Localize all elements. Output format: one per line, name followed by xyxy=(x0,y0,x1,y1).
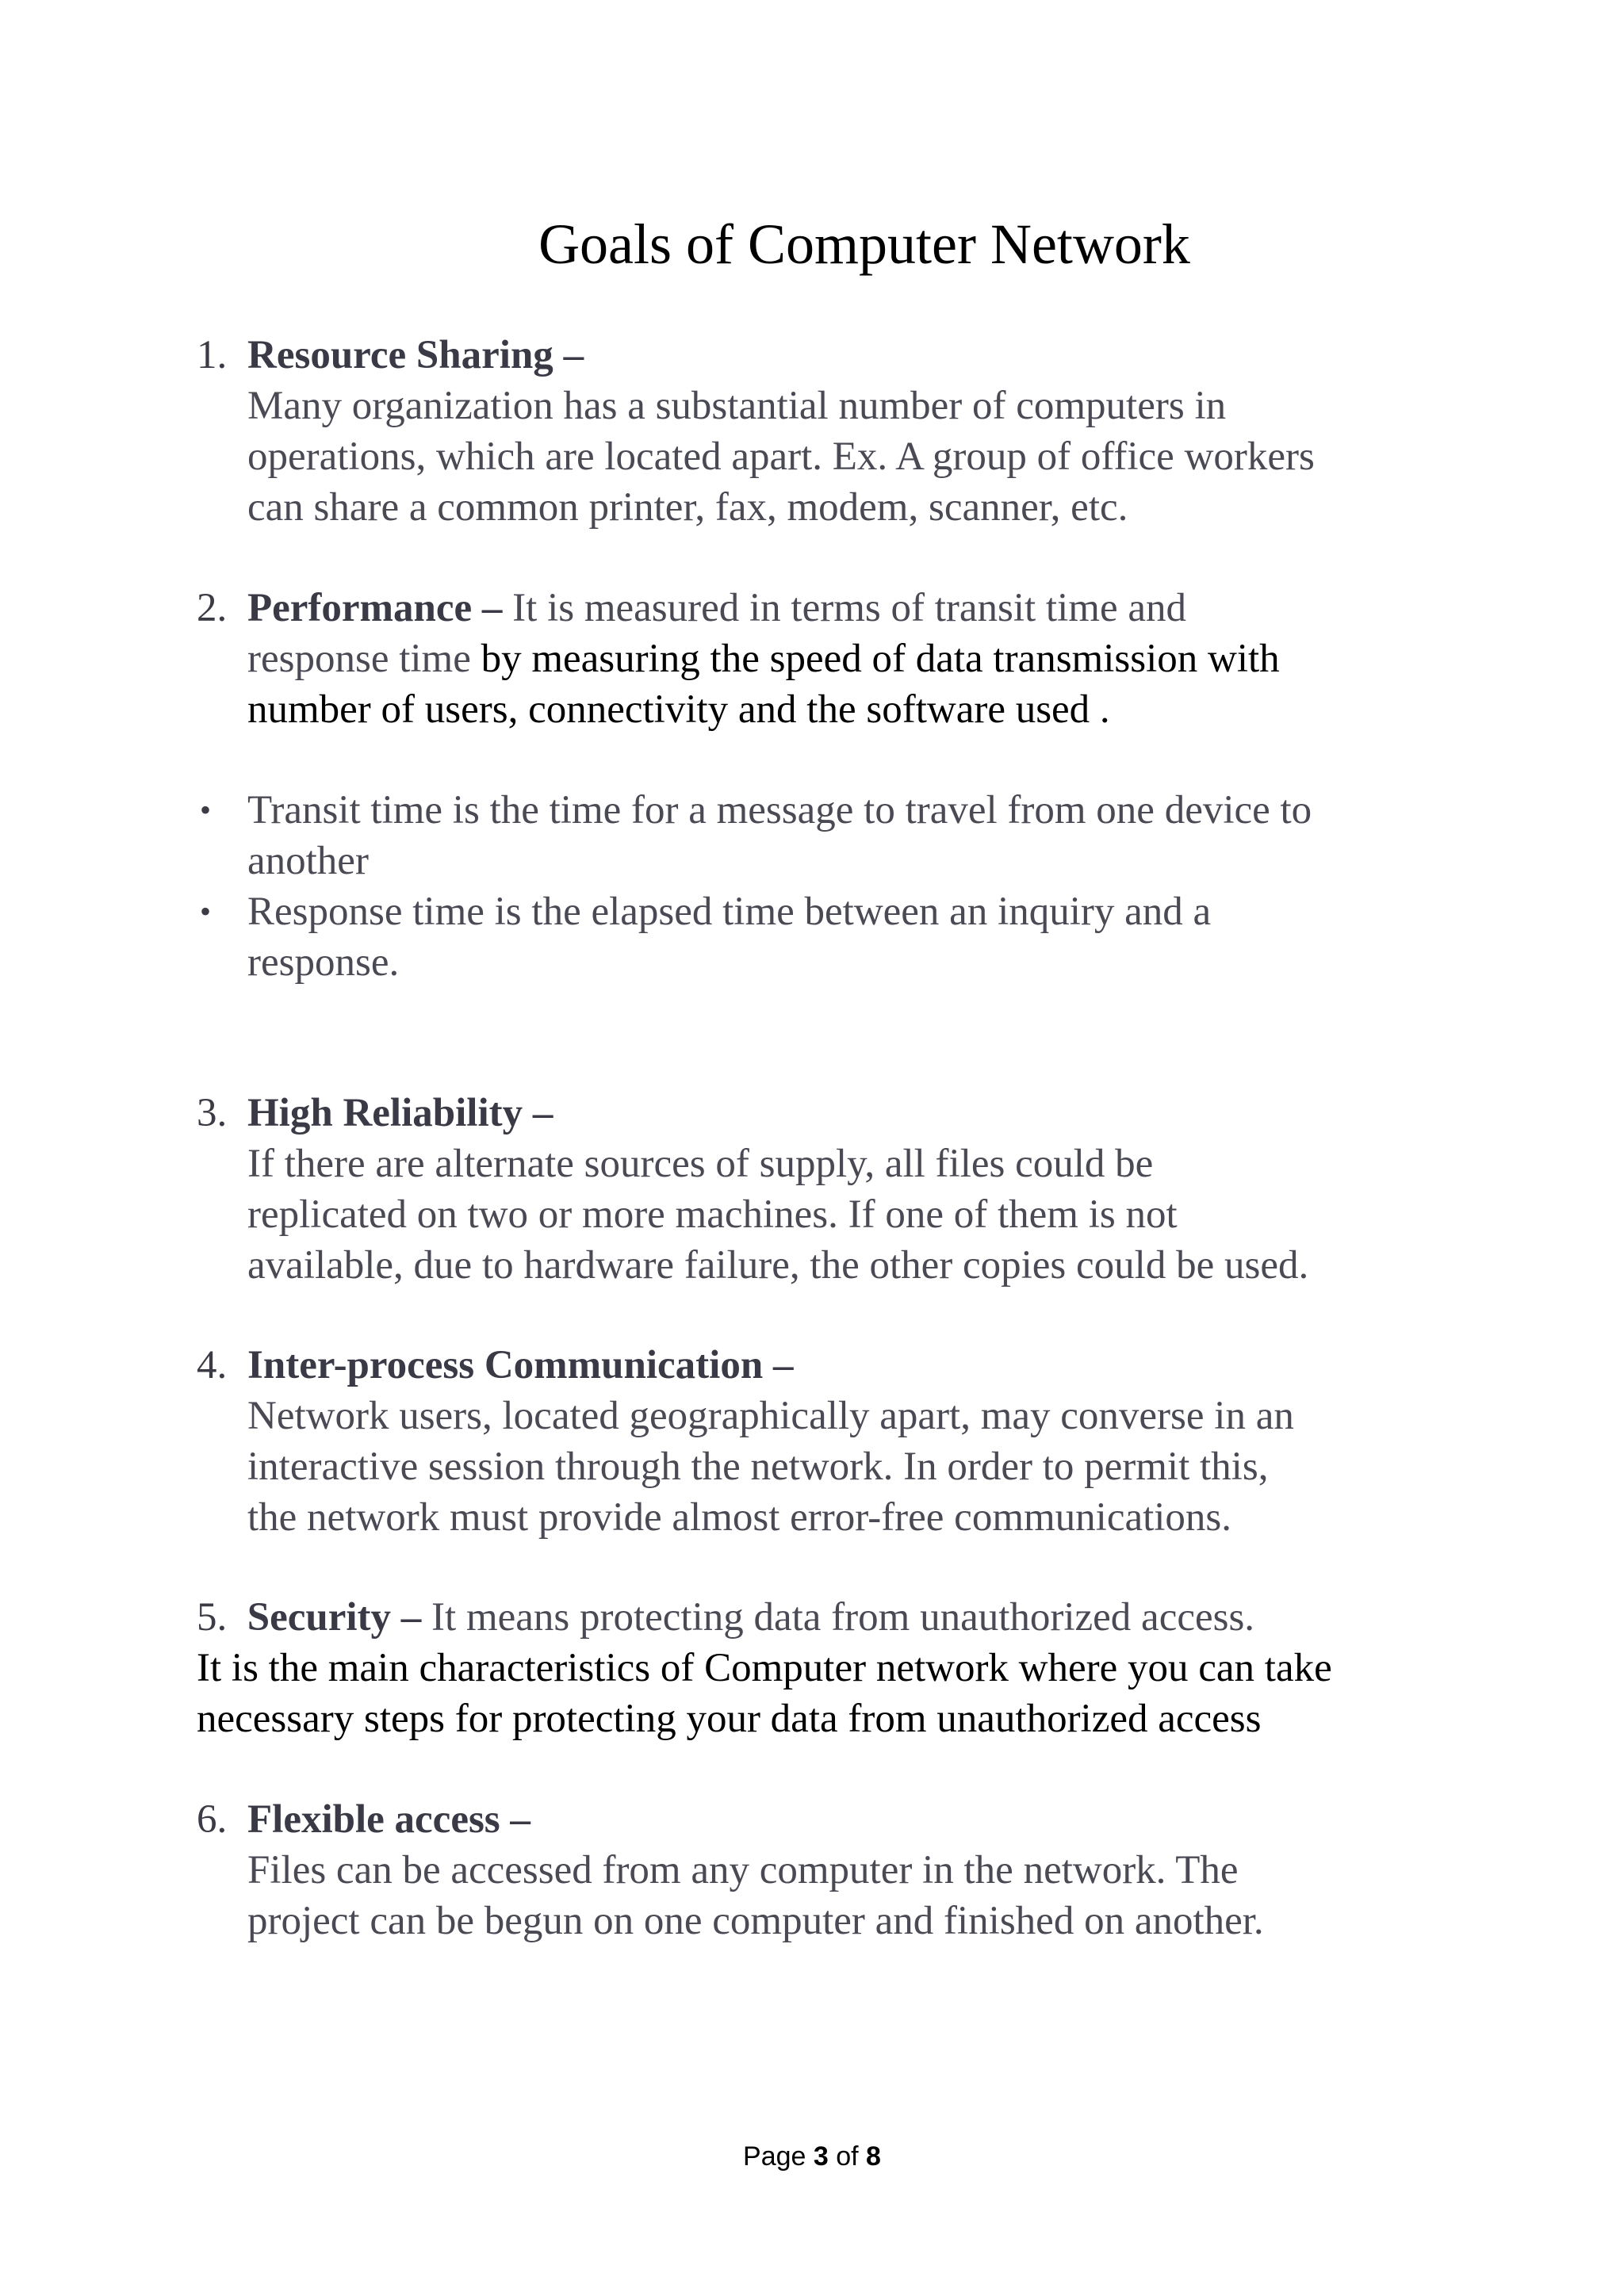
item-1-text-line-2: operations, which are located apart. Ex. A group of office workers xyxy=(247,434,1315,479)
item-2-text-line-2 xyxy=(247,633,1532,684)
footer-middle: of xyxy=(828,2141,867,2172)
item-3-number: 3. xyxy=(197,1091,228,1135)
bullet-2-marker: • xyxy=(200,894,212,929)
item-1-text-line-3: can share a common printer, fax, modem, scanner, etc. xyxy=(247,485,1128,530)
item-2-heading: Performance xyxy=(247,586,473,630)
item-3-heading: High Reliability xyxy=(247,1091,523,1135)
item-5-security xyxy=(197,1592,1545,1744)
item-2-number: 2. xyxy=(197,586,228,630)
item-2-line-2-black: by measuring the speed of data transmission with xyxy=(481,637,1280,681)
bullet-1-marker: • xyxy=(200,792,212,828)
item-5-number: 5. xyxy=(197,1595,228,1640)
footer-total-pages: 8 xyxy=(866,2141,881,2172)
item-4-text-line-2: interactive session through the network. In order to permit this, xyxy=(247,1445,1269,1489)
item-3-high-reliability xyxy=(247,1088,1532,1291)
bullet-1-line-2: another xyxy=(247,839,369,883)
bullet-1-transit-time xyxy=(247,785,1532,886)
bullet-2-line-2: response. xyxy=(247,940,400,985)
item-6-heading: Flexible access xyxy=(247,1797,500,1842)
item-5-text-line-1: It is the main characteristics of Computer network where you can take xyxy=(197,1646,1332,1690)
page-title: Goals of Computer Network xyxy=(538,212,1190,276)
page-footer xyxy=(0,2141,1624,2172)
bullet-1-line-1: Transit time is the time for a message to travel from one device to xyxy=(247,788,1312,832)
item-4-number: 4. xyxy=(197,1343,228,1387)
item-1-resource-sharing xyxy=(247,330,1532,533)
item-1-dash: – xyxy=(563,333,584,377)
item-6-heading-line xyxy=(247,1794,1532,1845)
item-4-inter-process-communication xyxy=(247,1340,1532,1543)
item-5-heading: Security xyxy=(247,1595,392,1640)
item-2-text-line-3: number of users, connectivity and the software used . xyxy=(247,687,1110,732)
item-2-inline-text: It is measured in terms of transit time and xyxy=(502,586,1186,630)
item-5-inline-text: It means protecting data from unauthorized access. xyxy=(421,1595,1255,1640)
item-4-text-line-1: Network users, located geographically apart, may converse in an xyxy=(247,1394,1294,1438)
bullet-2-response-time xyxy=(247,886,1532,988)
item-3-text-line-3: available, due to hardware failure, the other copies could be used. xyxy=(247,1243,1309,1288)
item-4-heading-line xyxy=(247,1340,1532,1391)
item-3-dash: – xyxy=(532,1091,553,1135)
item-4-heading: Inter-process Communication xyxy=(247,1343,764,1387)
item-3-text-line-1: If there are alternate sources of supply, all files could be xyxy=(247,1142,1154,1186)
item-2-dash: – xyxy=(481,586,503,630)
item-1-heading-line xyxy=(247,330,1532,381)
item-5-text-line-2: necessary steps for protecting your data from unauthorized access xyxy=(197,1697,1262,1741)
item-3-text-line-2: replicated on two or more machines. If one of them is not xyxy=(247,1192,1178,1237)
item-2-line-2-grey: response time xyxy=(247,637,481,681)
item-5-dash: – xyxy=(400,1595,422,1640)
item-1-number: 1. xyxy=(197,333,228,377)
footer-prefix: Page xyxy=(743,2141,814,2172)
item-2-performance xyxy=(247,583,1532,735)
item-1-text-line-1: Many organization has a substantial number of computers in xyxy=(247,384,1227,428)
item-6-dash: – xyxy=(510,1797,530,1842)
item-6-text-line-2: project can be begun on one computer and finished on another. xyxy=(247,1899,1264,1943)
footer-current-page: 3 xyxy=(813,2141,829,2172)
bullet-2-line-1: Response time is the elapsed time between an inquiry and a xyxy=(247,890,1212,934)
item-3-heading-line xyxy=(247,1088,1532,1138)
item-4-text-line-3: the network must provide almost error-free communications. xyxy=(247,1495,1232,1540)
item-1-heading: Resource Sharing xyxy=(247,333,553,377)
item-6-text-line-1: Files can be accessed from any computer in the network. The xyxy=(247,1848,1239,1892)
item-4-dash: – xyxy=(772,1343,794,1387)
item-6-flexible-access xyxy=(247,1794,1532,1946)
item-5-heading-line xyxy=(197,1592,1545,1643)
item-2-heading-line xyxy=(247,583,1532,633)
item-6-number: 6. xyxy=(197,1797,228,1842)
